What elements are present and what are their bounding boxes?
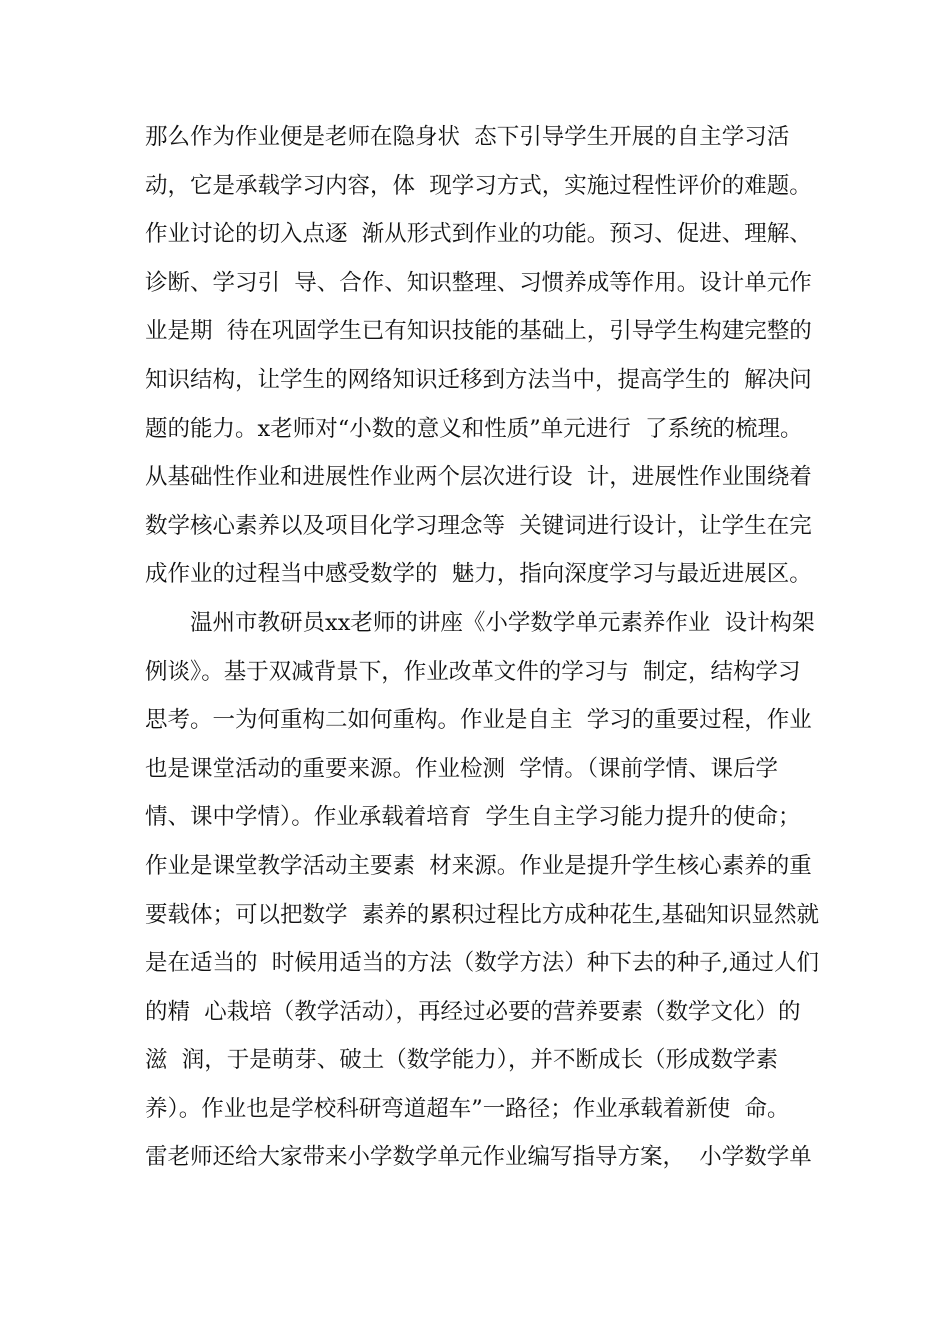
paragraph-1-line: 从基础性作业和进展性作业两个层次进行设 计，进展性作业围绕着 xyxy=(145,464,812,491)
paragraph-1-line: 业是期 待在巩固学生已有知识技能的基础上，引导学生构建完整的 xyxy=(145,318,812,345)
paragraph-2-line: 例谈》。基于双减背景下，作业改革文件的学习与 制定，结构学习 xyxy=(145,658,801,685)
paragraph-2-line: 温州市教研员xx老师的讲座《小学数学单元素养作业 设计构架 xyxy=(190,609,815,636)
paragraph-1-line: 数学核心素养以及项目化学习理念等 关键词进行设计，让学生在完 xyxy=(145,512,812,539)
document-body xyxy=(145,113,825,1182)
paragraph-2 xyxy=(145,599,825,1182)
paragraph-2-line: 思考。一为何重构二如何重构。作业是自主 学习的重要过程，作业 xyxy=(145,707,812,734)
paragraph-2-line: 也是课堂活动的重要来源。作业检测 学情。（课前学情、课后学 xyxy=(145,755,779,782)
paragraph-2-line: 滋 润，于是萌芽、破土（数学能力），并不断成长（形成数学素 xyxy=(145,1047,779,1074)
paragraph-1-line: 题的能力。x老师对“小数的意义和性质”单元进行 了系统的梳理。 xyxy=(145,415,803,442)
paragraph-1-line: 动，它是承载学习内容，体 现学习方式，实施过程性评价的难题。 xyxy=(145,172,812,199)
paragraph-1-line: 作业讨论的切入点逐 渐从形式到作业的功能。预习、促进、理解、 xyxy=(145,221,812,248)
paragraph-2-line: 是在适当的 时候用适当的方法（数学方法）种下去的种子,通过人们 xyxy=(145,950,819,977)
paragraph-1-line: 那么作为作业便是老师在隐身状 态下引导学生开展的自主学习活 xyxy=(145,124,790,150)
paragraph-2-line: 要载体；可以把数学 素养的累积过程比方成种花生,基础知识显然就 xyxy=(145,901,819,928)
paragraph-1-line: 知识结构，让学生的网络知识迁移到方法当中，提高学生的 解决问 xyxy=(145,366,812,393)
paragraph-2-line: 作业是课堂教学活动主要素 材来源。作业是提升学生核心素养的重 xyxy=(145,852,812,879)
paragraph-2-line: 养）。作业也是学校科研弯道超车”一路径；作业承载着新使 命。 xyxy=(145,1095,790,1122)
paragraph-2-line: 的精 心栽培（教学活动），再经过必要的营养要素（数学文化）的 xyxy=(145,998,801,1025)
paragraph-1-line: 诊断、学习引 导、合作、知识整理、习惯养成等作用。设计单元作 xyxy=(145,269,812,296)
paragraph-2-line: 雷老师还给大家带来小学数学单元作业编写指导方案， 小学数学单 xyxy=(145,1144,812,1171)
paragraph-2-line: 情、课中学情）。作业承载着培育 学生自主学习能力提升的使命； xyxy=(145,804,801,831)
paragraph-1-line: 成作业的过程当中感受数学的 魅力，指向深度学习与最近进展区。 xyxy=(145,561,812,588)
paragraph-1 xyxy=(145,113,825,599)
